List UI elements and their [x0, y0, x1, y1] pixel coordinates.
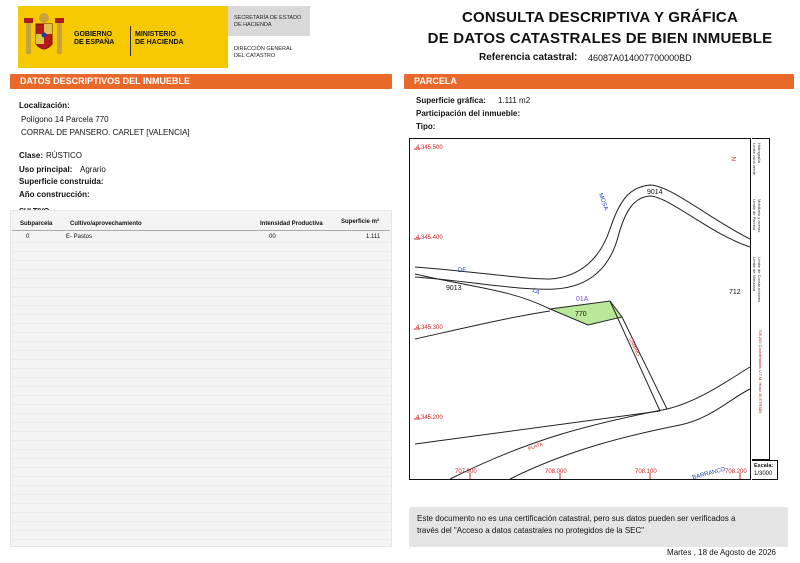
col-superficie: Superficie m²	[341, 219, 380, 225]
legend-item-4: Límite de Parcela	[752, 199, 757, 231]
document-title	[420, 7, 780, 49]
anio-construccion-label: Año construcción:	[19, 190, 90, 199]
uso-value: Agrario	[80, 165, 106, 174]
y-coord-3: 4.345.300	[416, 325, 443, 331]
superficie-grafica-value: 1.111 m2	[498, 96, 531, 105]
x-coord-2: 708.000	[545, 469, 567, 475]
lower-road-edge-1	[450, 367, 750, 479]
x-coord-1: 707.900	[455, 469, 477, 475]
table-row-line	[12, 503, 390, 504]
cell-cultivo: E- Pastos	[66, 234, 93, 240]
table-row-line	[12, 359, 390, 360]
col-intensidad: Intensidad Productiva	[260, 221, 323, 227]
legend-item-6: Límite de Manzana	[752, 257, 757, 292]
table-row-line	[12, 530, 390, 531]
table-row-line	[12, 251, 390, 252]
scale-label: Escala:	[754, 463, 774, 469]
table-row-line	[12, 395, 390, 396]
table-row-line	[12, 377, 390, 378]
y-coord-4: 4.345.200	[416, 415, 443, 421]
y-ticks	[414, 149, 420, 419]
ref-value: 46087A014007700000BD	[588, 53, 692, 63]
direccion-line1: DIRECCIÓN GENERAL	[234, 46, 293, 52]
legend-items	[754, 139, 768, 459]
legend-item-3: Mobiliario y aceras	[757, 199, 762, 233]
superficie-construida-label: Superficie construida:	[19, 177, 104, 186]
table-row-line	[12, 458, 390, 459]
col-subparcela: Subparcela	[20, 221, 53, 227]
table-row-line	[12, 413, 390, 414]
table-row-line	[12, 242, 390, 243]
coat-of-arms-icon	[24, 12, 64, 62]
disclaimer-line1: Este documento no es una certificación catastral, pero sus datos pueden ser verificados a	[417, 514, 736, 523]
x-coord-3: 708.100	[635, 469, 657, 475]
header-divider	[12, 230, 390, 231]
parcel-label-9013: 9013	[446, 285, 462, 292]
descriptive-section-bar: DATOS DESCRIPTIVOS DEL INMUEBLE	[10, 74, 392, 89]
gobierno-line1: GOBIERNO	[74, 31, 113, 38]
disclaimer-box	[409, 507, 788, 547]
road-label-plata: PLATA	[527, 441, 544, 453]
superficie-grafica-label: Superficie gráfica:	[416, 96, 486, 105]
col-cultivo: Cultivo/aprovechamiento	[70, 221, 142, 227]
road-label-mosa: MOSA	[596, 192, 609, 212]
map-drawing	[410, 139, 750, 479]
table-row-line	[12, 476, 390, 477]
table-row-line	[12, 422, 390, 423]
ministerio-line2: DE HACIENDA	[135, 39, 184, 46]
table-row-line	[12, 404, 390, 405]
clase-label: Clase:	[19, 151, 44, 160]
direccion-line2: DEL CATASTRO	[234, 53, 276, 59]
table-row-line	[12, 341, 390, 342]
crs-text: 708.200 Coordenadas U.T.M. Huso 30 ETRS89	[758, 329, 763, 414]
table-row-line	[12, 287, 390, 288]
table-row-line	[12, 260, 390, 261]
logo-divider	[130, 26, 131, 56]
table-row-line	[12, 305, 390, 306]
participacion-label: Participación del inmueble:	[416, 109, 521, 118]
scale-box	[752, 460, 778, 480]
y-coord-2: 4.345.400	[416, 235, 443, 241]
y-coord-1: 4.345.500	[416, 145, 443, 151]
gobierno-line2: DE ESPAÑA	[74, 39, 115, 46]
secretaria-block	[228, 6, 310, 36]
table-row-line	[12, 350, 390, 351]
title-line2: DE DATOS CATASTRALES DE BIEN INMUEBLE	[427, 30, 773, 47]
localizacion-label: Localización:	[19, 101, 70, 110]
table-row-line	[12, 386, 390, 387]
table-row-line	[12, 323, 390, 324]
cell-superficie: 1.111	[366, 234, 381, 240]
road-label-camino: CAMINO	[627, 336, 641, 358]
cell-subparcela: 0	[26, 234, 30, 240]
table-row-line	[12, 467, 390, 468]
lower-road-edge-2	[510, 389, 750, 479]
road-upper-edge-1	[415, 185, 750, 279]
ministerio-line1: MINISTERIO	[135, 31, 176, 38]
scale-value: 1/3000	[754, 471, 773, 477]
road-label-la: LA	[530, 287, 541, 297]
road-upper-edge-2	[415, 196, 750, 289]
title-line1: CONSULTA DESCRIPTIVA Y GRÁFICA	[461, 9, 738, 26]
tipo-label: Tipo:	[416, 122, 436, 131]
boundary-diagonal	[415, 411, 660, 444]
table-row-line	[12, 449, 390, 450]
parcela-section-bar: PARCELA	[404, 74, 794, 89]
secretaria-line2: DE HACIENDA	[234, 22, 272, 28]
map-legend	[752, 138, 770, 460]
table-row-line	[12, 485, 390, 486]
table-row-line	[12, 521, 390, 522]
road-label-de: DE	[458, 268, 467, 274]
legend-item-5: Límite de Construcciones	[757, 257, 762, 303]
document-date: Martes , 18 de Agosto de 2026	[667, 548, 776, 557]
parcel-label-9014: 9014	[647, 189, 663, 196]
table-row-line	[12, 512, 390, 513]
localizacion-line1: Polígono 14 Parcela 770	[21, 115, 109, 124]
parcel-label-770[interactable]: 770	[575, 311, 587, 318]
cadastral-map[interactable]	[409, 138, 751, 480]
table-row-line	[12, 296, 390, 297]
legend-item-1: Hidrografía	[757, 143, 762, 163]
localizacion-line2: CORRAL DE PANSERO. CARLET [VALENCIA]	[21, 128, 190, 137]
clase-value: RÚSTICO	[46, 151, 82, 160]
secretaria-line1: SECRETARÍA DE ESTADO	[234, 15, 302, 21]
parcel-label-712: 712	[729, 289, 741, 296]
table-row-line	[12, 278, 390, 279]
cell-intensidad: 00	[269, 234, 276, 240]
table-row-line	[12, 539, 390, 540]
legend-item-2: Límite zona verde	[752, 143, 757, 175]
camino-edge-2	[622, 317, 667, 409]
ref-label: Referencia catastral:	[479, 52, 578, 63]
highlight-label: 01A	[576, 296, 589, 303]
x-coord-4: 708.200	[725, 469, 747, 475]
table-row-line	[12, 368, 390, 369]
table-row-line	[12, 431, 390, 432]
uso-label: Uso principal:	[19, 165, 73, 174]
north-arrow-icon: N	[732, 156, 738, 161]
table-row-line	[12, 494, 390, 495]
table-row-line	[12, 440, 390, 441]
government-logo-block	[18, 6, 228, 68]
table-row-line	[12, 269, 390, 270]
disclaimer-line2: través del "Acceso a datos catastrales no protegidos de la SEC"	[417, 526, 645, 535]
table-row-line	[12, 314, 390, 315]
table-row-line	[12, 332, 390, 333]
road-label-barranco: BARRANCO	[691, 466, 727, 482]
